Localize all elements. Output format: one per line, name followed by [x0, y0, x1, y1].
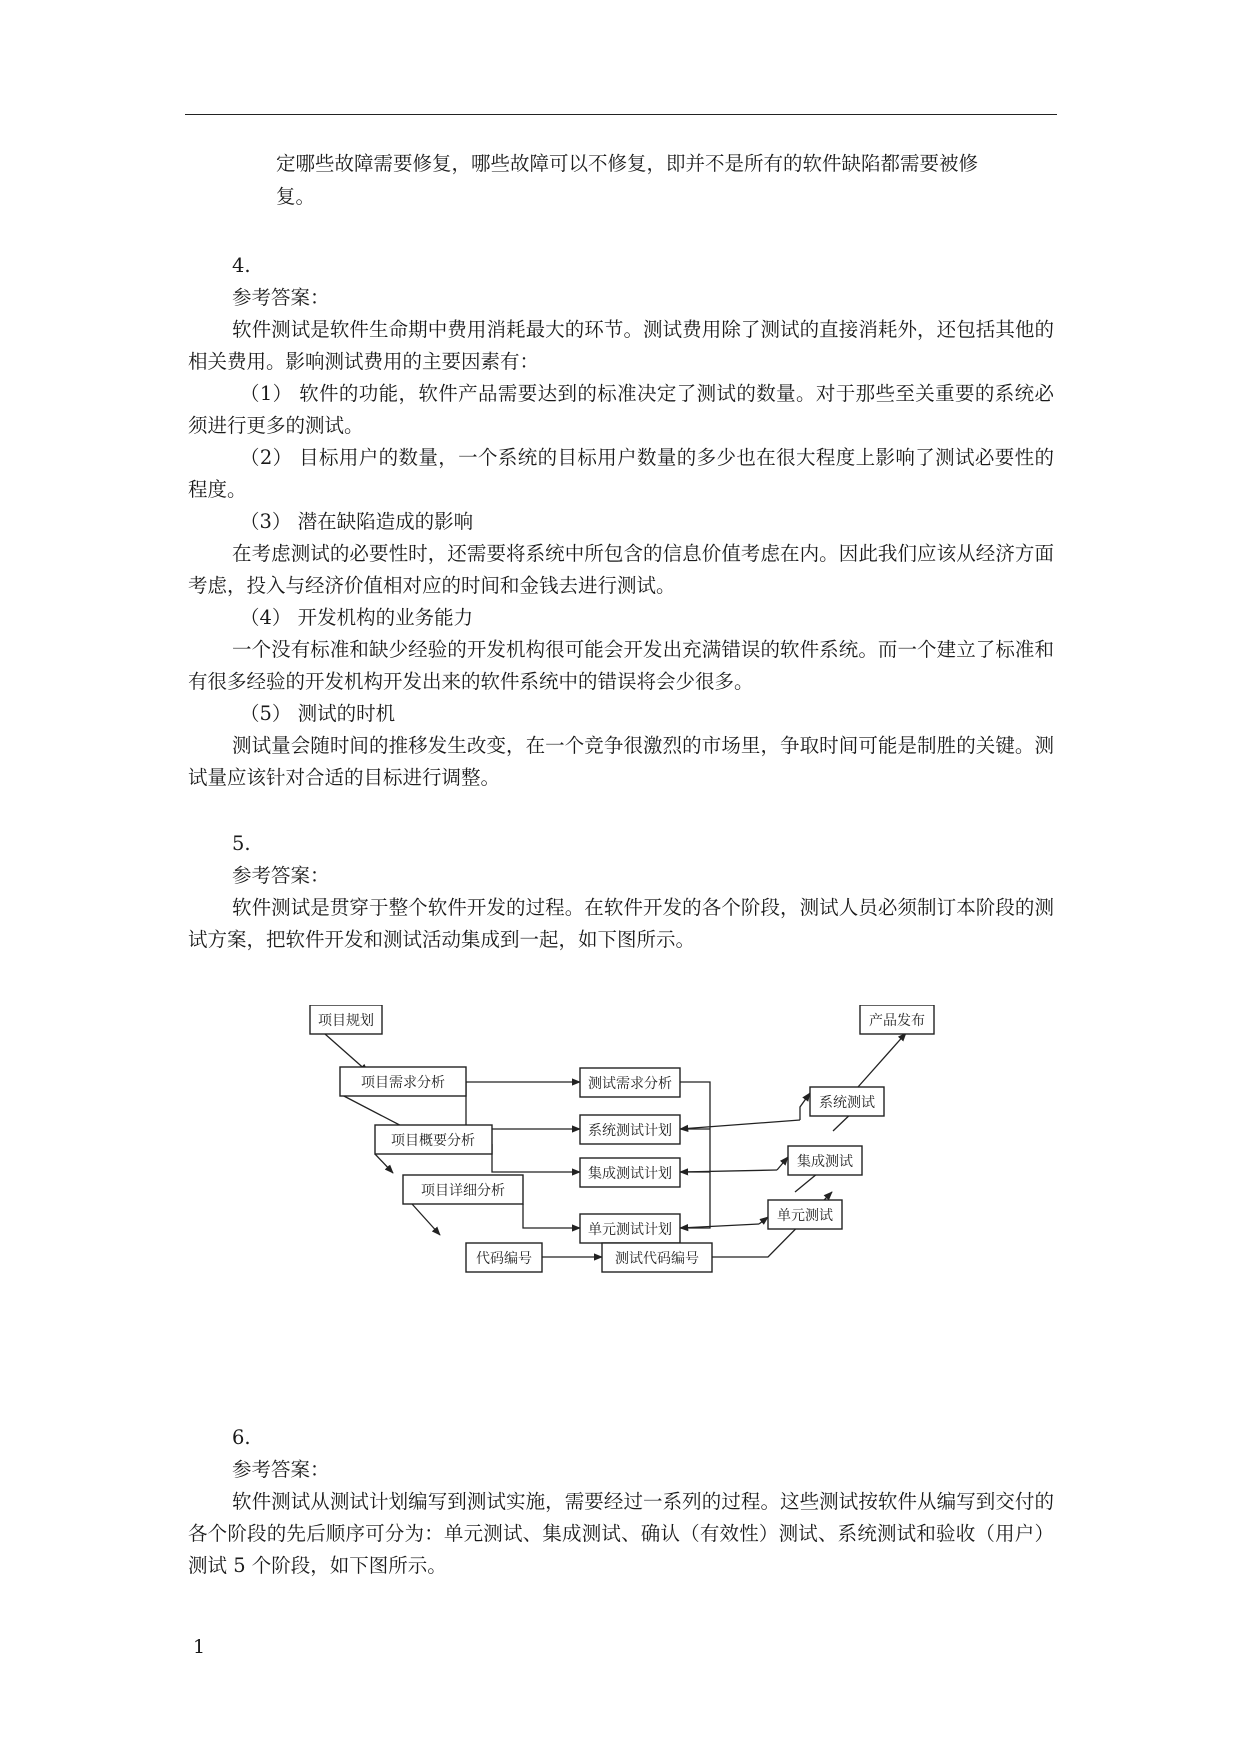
answer-label: 参考答案： [232, 286, 330, 309]
box-integration-test [788, 1146, 862, 1175]
list-item: （3） 潜在缺陷造成的影响 [240, 510, 474, 533]
question-number-6: 6. [232, 1426, 251, 1449]
box-label: 单元测试计划 [588, 1222, 672, 1238]
box-label: 系统测试 [819, 1095, 875, 1111]
box-label: 项目概要分析 [391, 1133, 475, 1149]
box-unit-test [768, 1200, 842, 1229]
box-project-plan [310, 1005, 382, 1034]
box-project-outline [375, 1125, 492, 1154]
paragraph: 软件测试从测试计划编写到测试实施，需要经过一系列的过程。这些测试按软件从编写到交付的各个阶段的先后顺序可分为：单元测试、集成测试、确认（有效性）测试、系统测试和验收（用户）测试 5 个阶段，如下图所示。 [188, 1490, 1054, 1577]
text-line: 复。 [276, 185, 316, 208]
v-model-diagram [300, 1005, 950, 1345]
box-label: 产品发布 [869, 1013, 925, 1029]
question-number-5: 5. [232, 832, 251, 855]
list-item: （1） 软件的功能，软件产品需要达到的标准决定了测试的数量。对于那些至关重要的系统必须进行更多的测试。 [188, 382, 1054, 437]
box-test-coding [602, 1243, 712, 1272]
box-unit-test-plan [580, 1214, 680, 1243]
paragraph: 软件测试是贯穿于整个软件开发的过程。在软件开发的各个阶段，测试人员必须制订本阶段的测试方案，把软件开发和测试活动集成到一起，如下图所示。 [188, 896, 1054, 951]
box-label: 项目详细分析 [421, 1183, 505, 1199]
page-number: 1 [193, 1636, 206, 1658]
paragraph: 在考虑测试的必要性时，还需要将系统中所包含的信息价值考虑在内。因此我们应该从经济方面考虑，投入与经济价值相对应的时间和金钱去进行测试。 [188, 542, 1054, 597]
box-label: 代码编号 [476, 1251, 532, 1267]
answer-label: 参考答案： [232, 864, 330, 887]
box-label: 单元测试 [777, 1208, 833, 1224]
box-label: 测试需求分析 [588, 1076, 672, 1092]
box-label: 集成测试计划 [588, 1166, 672, 1182]
box-system-test [810, 1087, 884, 1116]
box-coding [466, 1243, 542, 1272]
box-project-detail [403, 1175, 523, 1204]
paragraph: 软件测试是软件生命期中费用消耗最大的环节。测试费用除了测试的直接消耗外，还包括其他的相关费用。影响测试费用的主要因素有： [188, 318, 1054, 373]
text-line: 定哪些故障需要修复，哪些故障可以不修复，即并不是所有的软件缺陷都需要被修 [276, 152, 979, 175]
header-rule [185, 114, 1057, 115]
box-label: 系统测试计划 [588, 1123, 672, 1139]
paragraph: 测试量会随时间的推移发生改变，在一个竞争很激烈的市场里，争取时间可能是制胜的关键。测试量应该针对合适的目标进行调整。 [188, 734, 1054, 789]
box-product-release [860, 1005, 934, 1034]
paragraph: 一个没有标准和缺少经验的开发机构很可能会开发出充满错误的软件系统。而一个建立了标准和有很多经验的开发机构开发出来的软件系统中的错误将会少很多。 [188, 638, 1054, 693]
box-test-requirements [580, 1068, 680, 1097]
list-item: （4） 开发机构的业务能力 [240, 606, 474, 629]
box-label: 集成测试 [797, 1154, 853, 1170]
box-project-requirements [340, 1067, 466, 1096]
box-label: 项目规划 [318, 1013, 374, 1029]
box-label: 项目需求分析 [361, 1075, 445, 1091]
box-integration-test-plan [580, 1158, 680, 1187]
list-item: （2） 目标用户的数量，一个系统的目标用户数量的多少也在很大程度上影响了测试必要性的程度。 [188, 446, 1054, 501]
box-label: 测试代码编号 [615, 1251, 699, 1267]
list-item: （5） 测试的时机 [240, 702, 396, 725]
box-system-test-plan [580, 1115, 680, 1144]
question-number-4: 4. [232, 254, 251, 277]
answer-label: 参考答案： [232, 1458, 330, 1481]
